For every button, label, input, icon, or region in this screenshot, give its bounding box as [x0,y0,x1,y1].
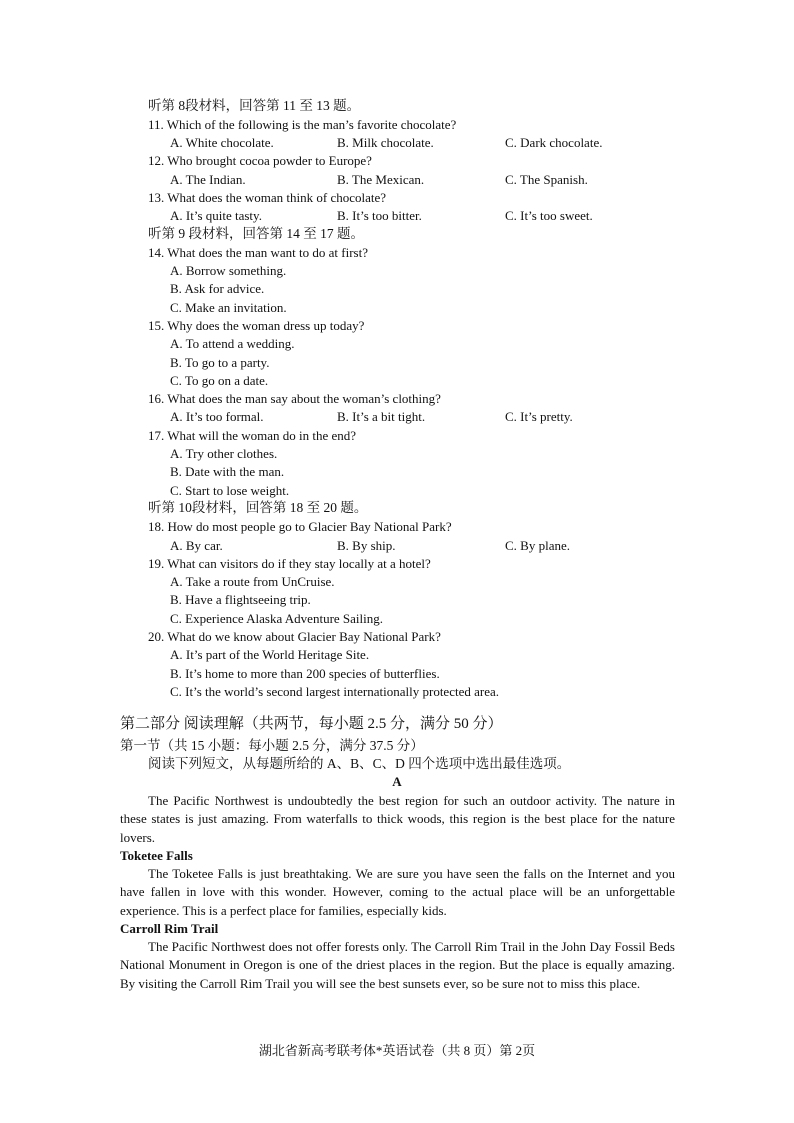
part-two-title: 第二部分 阅读理解（共两节，每小题 2.5 分，满分 50 分） [120,716,503,732]
question-15-option-b: B. To go to a party. [170,355,270,370]
reading-instruction: 阅读下列短文，从每题所给的 A、B、C、D 四个选项中选出最佳选项。 [148,756,571,771]
question-17-option-a: A. Try other clothes. [170,446,278,461]
question-19-stem: 19. What can visitors do if they stay locally at a hotel? [148,556,431,571]
question-11-stem: 11. Which of the following is the man’s favorite chocolate? [148,117,457,132]
heading-toketee-falls: Toketee Falls [120,848,193,863]
passage-intro-text: The Pacific Northwest is undoubtedly the best region for such an outdoor activity. The nature in these states is just amazing. From waterfalls to thick woods, this region is the best place for the nature lovers. [120,793,675,845]
section-8-header: 听第 8段材料，回答第 11 至 13 题。 [148,98,361,113]
question-19-option-c: C. Experience Alaska Adventure Sailing. [170,611,384,626]
question-13-stem: 13. What does the woman think of chocolate? [148,190,387,205]
question-13-option-a: A. It’s quite tasty. [170,208,262,223]
paragraph-toketee-falls [120,865,675,920]
question-15-option-a: A. To attend a wedding. [170,336,295,351]
section-one-title: 第一节（共 15 小题：每小题 2.5 分，满分 37.5 分） [120,738,424,753]
question-15-stem: 15. Why does the woman dress up today? [148,318,365,333]
question-19-option-b: B. Have a flightseeing trip. [170,592,311,607]
question-16-option-a: A. It’s too formal. [170,409,264,424]
passage-letter: A [392,774,402,789]
question-11-option-c: C. Dark chocolate. [505,135,603,150]
question-11-option-a: A. White chocolate. [170,135,274,150]
question-20-option-a: A. It’s part of the World Heritage Site. [170,647,370,662]
question-17-stem: 17. What will the woman do in the end? [148,428,357,443]
question-12-option-b: B. The Mexican. [337,172,425,187]
question-18-option-c: C. By plane. [505,538,570,553]
question-13-option-b: B. It’s too bitter. [337,208,422,223]
question-18-option-b: B. By ship. [337,538,396,553]
section-9-header: 听第 9 段材料，回答第 14 至 17 题。 [148,226,364,241]
question-14-option-c: C. Make an invitation. [170,300,287,315]
page-footer: 湖北省新高考联考体*英语试卷（共 8 页）第 2页 [258,1043,536,1058]
section-10-header: 听第 10段材料，回答第 18 至 20 题。 [148,500,368,515]
passage-intro [120,792,675,847]
question-14-option-a: A. Borrow something. [170,263,287,278]
heading-carroll-rim-trail: Carroll Rim Trail [120,921,219,936]
question-12-option-c: C. The Spanish. [505,172,588,187]
question-15-option-c: C. To go on a date. [170,373,269,388]
question-11-option-b: B. Milk chocolate. [337,135,434,150]
question-12-option-a: A. The Indian. [170,172,246,187]
question-16-option-c: C. It’s pretty. [505,409,573,424]
question-14-option-b: B. Ask for advice. [170,281,265,296]
question-16-option-b: B. It’s a bit tight. [337,409,426,424]
paragraph-toketee-falls-text: The Toketee Falls is just breathtaking. We are sure you have seen the falls on the Internet and you have fallen in love with this wonder. However, coming to the actual place will be an unforgettable experience. This is a perfect place for families, especially kids. [120,866,675,918]
question-20-option-c: C. It’s the world’s second largest internationally protected area. [170,684,499,699]
question-14-stem: 14. What does the man want to do at first? [148,245,368,260]
question-18-stem: 18. How do most people go to Glacier Bay National Park? [148,519,452,534]
question-20-option-b: B. It’s home to more than 200 species of butterflies. [170,666,440,681]
question-19-option-a: A. Take a route from UnCruise. [170,574,335,589]
paragraph-carroll-rim-trail-text: The Pacific Northwest does not offer forests only. The Carroll Rim Trail in the John Day Fossil Beds National Monument in Oregon is one of the driest places in the region. But the place is equally amazing. By visiting the Carroll Rim Trail you will see the best sunsets ever, so be sure not to miss this place. [120,939,675,991]
question-12-stem: 12. Who brought cocoa powder to Europe? [148,153,372,168]
question-18-option-a: A. By car. [170,538,223,553]
question-16-stem: 16. What does the man say about the woman’s clothing? [148,391,441,406]
question-17-option-b: B. Date with the man. [170,464,285,479]
question-20-stem: 20. What do we know about Glacier Bay National Park? [148,629,441,644]
paragraph-carroll-rim-trail [120,938,675,993]
question-17-option-c: C. Start to lose weight. [170,483,290,498]
question-13-option-c: C. It’s too sweet. [505,208,593,223]
